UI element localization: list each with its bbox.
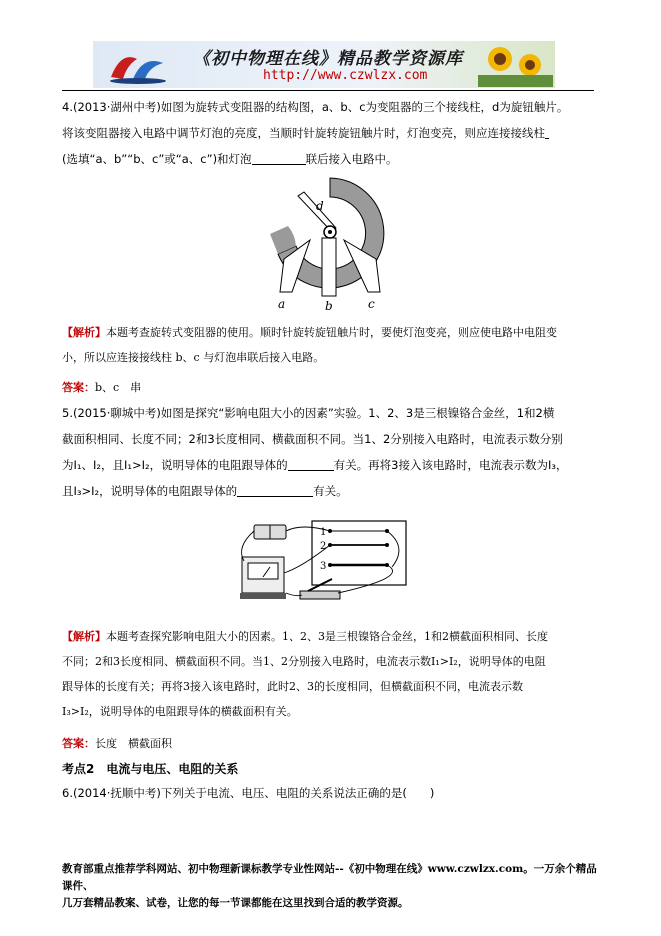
q5-analysis2: 不同；2和3长度相同、横截面积不同。当1、2分别接入电路时，电流表示数I₁>I₂，说明导体的电阻 [62, 655, 546, 668]
label-d: d [316, 199, 324, 213]
q4-analysis-label: 【解析】 [62, 326, 106, 339]
q4-line3a: (选填“a、b”“b、c”或“a、c”)和灯泡 [62, 152, 252, 166]
q4-answer-label: 答案： [62, 381, 95, 394]
terminal-b [322, 238, 336, 296]
battery-icon [254, 525, 286, 539]
q5-analysis1: 本题考查探究影响电阻大小的因素。1、2、3是三根镍铬合金丝，1和2横截面积相同、长度 [106, 630, 548, 643]
header-rule [62, 90, 594, 91]
q5-answer [62, 735, 172, 751]
q5-text [62, 400, 597, 504]
q5-answer-text: 长度 横截面积 [95, 737, 172, 750]
label-c: c [368, 297, 375, 311]
q4-answer-text: b、c 串 [95, 381, 142, 394]
sunflower-icon [478, 43, 553, 87]
wire-label-3: 3 [320, 561, 327, 572]
q5-line1: 5.(2015·聊城中考)如图是探究“影响电阻大小的因素”实验。1、2、3是三根镍铬合金丝，1和2横 [62, 406, 555, 420]
q4-blank-2 [252, 150, 306, 165]
header-banner [93, 41, 555, 88]
q5-analysis [62, 624, 597, 724]
circuit-diagram [232, 517, 412, 617]
q4-blank-1 [545, 124, 549, 139]
wire-label-1: 1 [320, 527, 327, 538]
q4-analysis2: 小，所以应连接接线柱 b、c 与灯泡串联后接入电路。 [62, 351, 325, 364]
q5-analysis-label: 【解析】 [62, 630, 106, 643]
q4-text [62, 94, 597, 172]
banner-title: 《初中物理在线》精品教学资源库 [193, 49, 463, 69]
section-heading: 考点2 电流与电压、电阻的关系 [62, 762, 239, 776]
q5-analysis4: I₃>I₂，说明导体的电阻跟导体的横截面积有关。 [62, 705, 298, 718]
q5-line3a: 为I₁、I₂，且I₁>I₂，说明导体的电阻跟导体的 [62, 458, 288, 472]
q5-analysis3: 跟导体的长度有关；再将3接入该电路时，此时2、3的长度相同，但横截面积不同，电流表示数 [62, 680, 523, 693]
q5-blank-2 [237, 482, 313, 497]
q4-line2: 将该变阻器接入电路中调节灯泡的亮度，当顺时针旋转旋钮触片时，灯泡变亮，则应连接接线柱 [62, 126, 545, 140]
q6-text [62, 780, 597, 806]
q5-blank-1 [288, 456, 334, 471]
rotary-resistor-diagram [270, 174, 390, 314]
q4-analysis [62, 320, 597, 370]
ammeter-icon [240, 557, 286, 599]
q5-line3b: 有关。再将3接入该电路时，电流表示数为I₃， [333, 458, 568, 472]
q4-analysis1: 本题考查旋转式变阻器的使用。顺时针旋转旋钮触片时，要使灯泡变亮，则应使电路中电阻变 [106, 326, 557, 339]
footer-line2: 几万套精品教案、试卷，让您的每一节课都能在这里找到合适的教学资源。 [62, 897, 409, 909]
q6-line1: 6.(2014·抚顺中考)下列关于电流、电压、电阻的关系说法正确的是( ) [62, 786, 435, 800]
q5-answer-label: 答案： [62, 737, 95, 750]
label-a: a [278, 297, 286, 311]
q4-line1: 4.(2013·湖州中考)如图为旋转式变阻器的结构图，a、b、c为变阻器的三个接线柱，d为旋钮触片。 [62, 100, 569, 114]
q5-line2: 截面积相同、长度不同；2和3长度相同、横截面积不同。当1、2分别接入电路时，电流表示数分别 [62, 432, 563, 446]
logo-icon [103, 45, 173, 85]
footer-line1: 教育部重点推荐学科网站、初中物理新课标教学专业性网站--《初中物理在线》www.czwlzx.com。一万余个精品课件、 [62, 863, 597, 892]
q4-answer [62, 379, 141, 395]
wire-label-2: 2 [320, 541, 327, 552]
q5-line4b: 有关。 [313, 484, 348, 498]
banner-url[interactable]: http://www.czwlzx.com [263, 68, 428, 83]
q4-line3b: 联后接入电路中。 [305, 152, 398, 166]
label-b: b [325, 299, 333, 313]
footer [62, 861, 597, 912]
q5-line4a: 且I₃>I₂，说明导体的电阻跟导体的 [62, 484, 238, 498]
